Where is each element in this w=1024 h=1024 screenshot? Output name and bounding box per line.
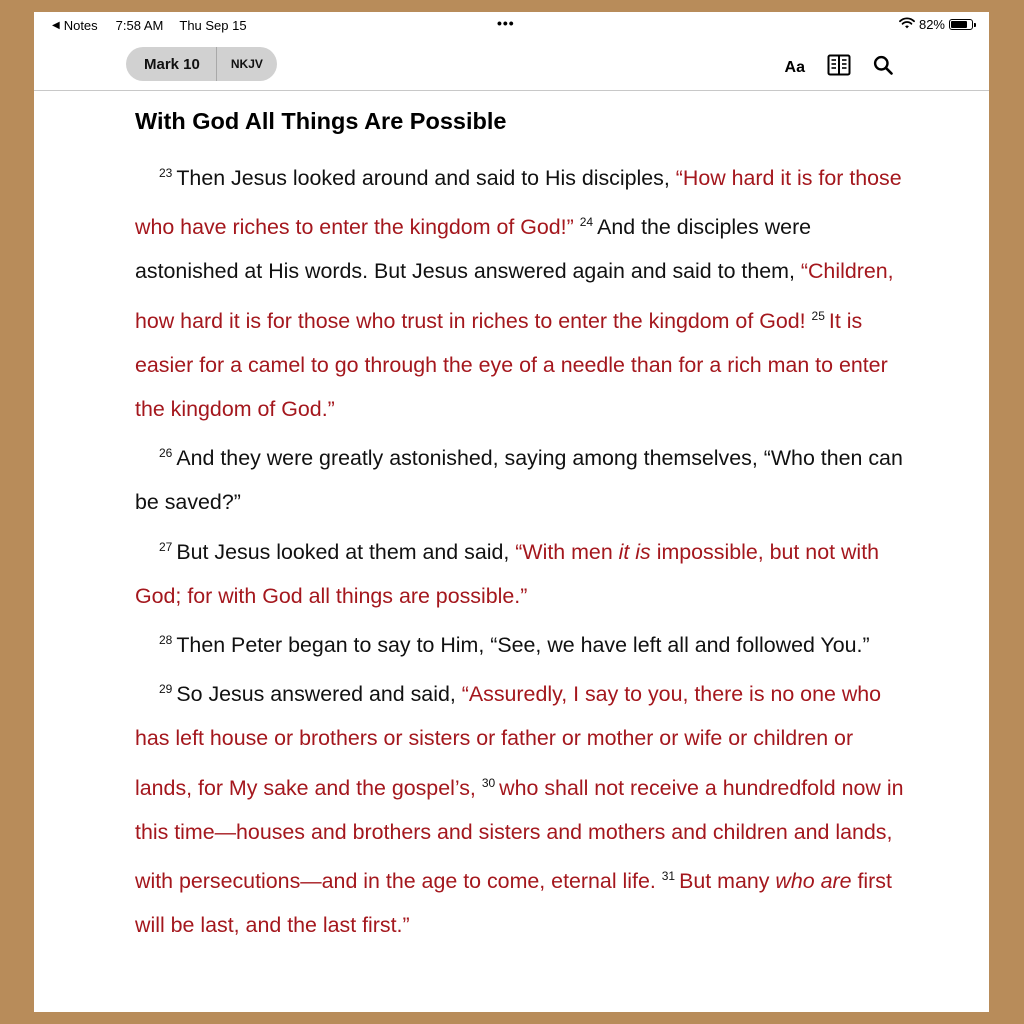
words-of-christ: first will be last, and the last first.” [135, 869, 892, 938]
words-of-christ: But many [679, 869, 776, 894]
version-button[interactable]: NKJV [216, 47, 277, 81]
verse-number[interactable]: 31 [661, 869, 676, 884]
words-of-christ-italic: it is [618, 539, 651, 564]
multitasking-dots-icon[interactable]: ••• [497, 15, 515, 31]
verse-text: And they were greatly astonished, saying among themselves, “Who then can be saved?” [135, 446, 903, 515]
words-of-christ: “With men [515, 539, 619, 564]
reference-pill [126, 47, 277, 81]
status-bar [34, 12, 989, 38]
verse-text: So Jesus answered and said, [176, 682, 462, 707]
verse-number[interactable]: 26 [159, 446, 173, 461]
verse-number[interactable]: 28 [159, 633, 173, 648]
chapter-content [135, 90, 905, 947]
battery-percent: 82% [918, 17, 945, 32]
verse-number[interactable]: 30 [481, 775, 496, 790]
words-of-christ: “How hard it is for those who have riches to enter the kingdom of God!” [135, 166, 902, 240]
battery-fill [951, 21, 967, 28]
words-of-christ: who shall not receive a hundredfold now in this time—houses and brothers and sisters and mothers and children and lands, with persecutions—and in the age to come, eternal life. [135, 775, 904, 894]
verse-number[interactable]: 25 [811, 308, 825, 323]
search-icon[interactable] [873, 55, 893, 80]
back-arrow-icon[interactable]: ◀ [52, 20, 60, 31]
paragraph [135, 431, 905, 524]
status-right [899, 17, 973, 32]
back-to-app-link[interactable]: Notes [63, 18, 98, 33]
status-left [52, 18, 247, 33]
passage-text[interactable] [135, 151, 905, 947]
book-compare-icon[interactable] [827, 54, 851, 81]
verse-text: Then Peter began to say to Him, “See, we have left all and followed You.” [176, 633, 870, 658]
verse-number[interactable]: 29 [159, 682, 173, 697]
section-heading: With God All Things Are Possible [135, 108, 507, 134]
words-of-christ-italic: who are [775, 869, 852, 894]
words-of-christ: impossible, but not with God; for with God all things are possible.” [135, 539, 880, 608]
verse-number[interactable]: 27 [159, 539, 173, 554]
verse-text: And the disciples were astonished at His words. But Jesus answered again and said to them, [135, 215, 812, 284]
verse-number[interactable]: 23 [159, 166, 173, 180]
book-chapter-button[interactable]: Mark 10 [144, 55, 200, 73]
words-of-christ: It is easier for a camel to go through the eye of a needle than for a rich man to enter the kingdom of God.” [135, 308, 888, 422]
font-settings-button[interactable]: Aa [784, 58, 805, 76]
ipad-screen [34, 12, 989, 1012]
reader-toolbar [34, 42, 989, 91]
verse-text: Then Jesus looked around and said to His disciples, [176, 166, 676, 190]
paragraph [135, 667, 905, 947]
verse-text: But Jesus looked at them and said, [176, 539, 516, 564]
words-of-christ: “Assuredly, I say to you, there is no one who has left house or brothers or sisters or father or mother or wife or children or lands, for My sake and the gospel’s, [135, 682, 882, 800]
toolbar-tools [785, 54, 893, 81]
verse-text [574, 215, 580, 239]
paragraph [135, 151, 905, 431]
status-time: 7:58 AM [115, 18, 164, 33]
paragraph [135, 525, 905, 618]
words-of-christ: “Children, how hard it is for those who trust in riches to enter the kingdom of God! [135, 259, 894, 333]
battery-icon [949, 19, 973, 30]
verse-number[interactable]: 24 [579, 215, 594, 230]
wifi-icon [899, 17, 915, 32]
status-date: Thu Sep 15 [179, 18, 247, 33]
paragraph [135, 618, 905, 667]
